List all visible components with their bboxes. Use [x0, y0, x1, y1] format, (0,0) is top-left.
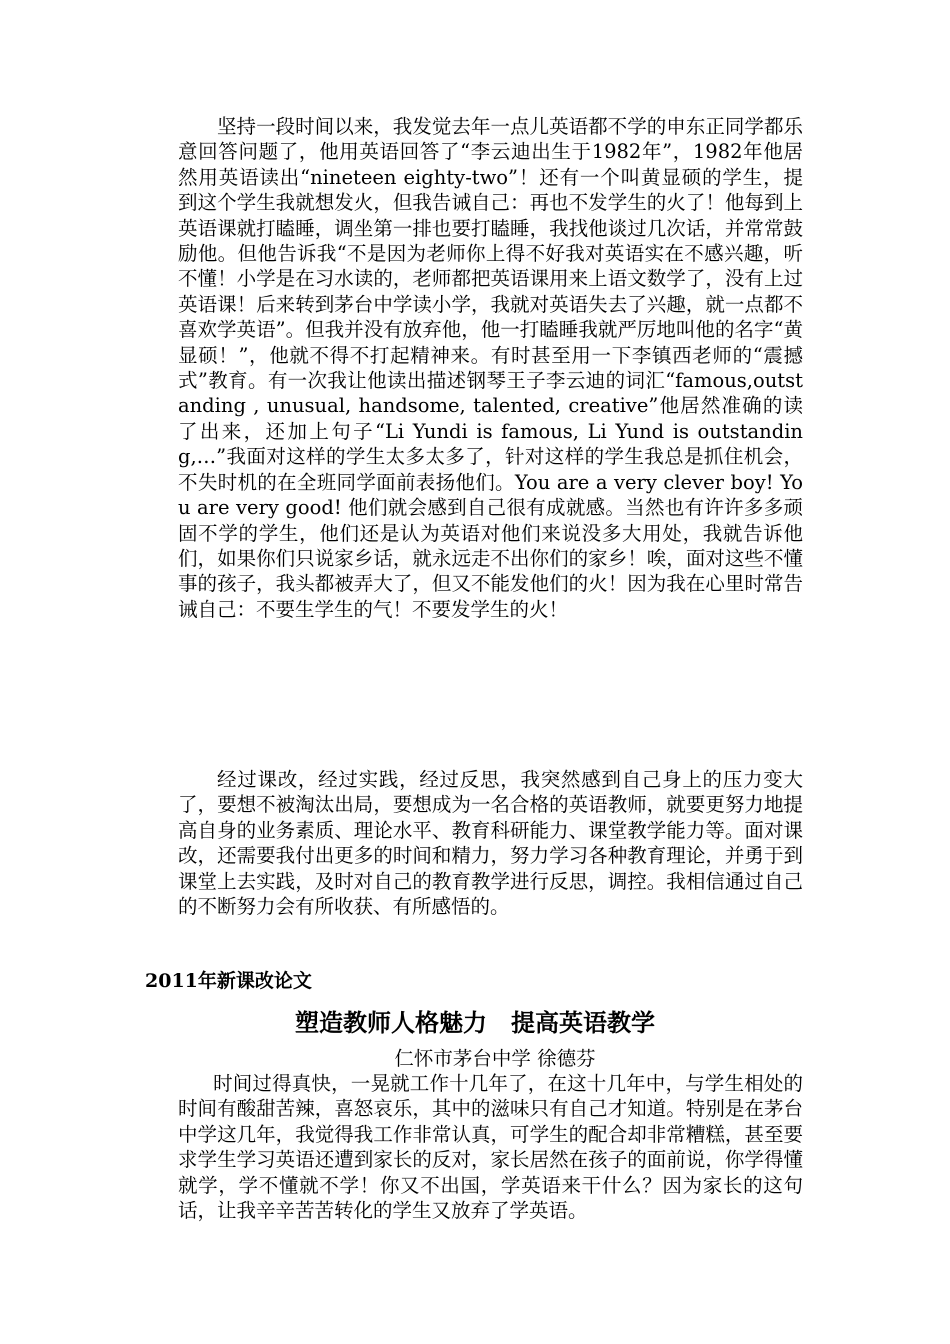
body-paragraph-2: 经过课改，经过实践，经过反思，我突然感到自己身上的压力变大了，要想不被淘汰出局，要想成为一名合格的英语教师，就要更努力地提高自身的业务素质、理论水平、教育科研能力、课堂教学能力等。面对课改，还需要我付出更多的时间和精力，努力学习各种教育理论，并勇于到课堂上去实践，及时对自己的教育教学进行反思，调控。我相信通过自己的不断努力会有所收获、有所感悟的。: [178, 768, 803, 919]
article-author: 仁怀市茅台中学 徐德芬: [394, 1047, 596, 1070]
article-title: 塑造教师人格魅力 提高英语教学: [295, 1008, 655, 1037]
article-category: 2011年新课改论文: [145, 970, 312, 992]
article-paragraph-1: 时间过得真快，一晃就工作十几年了，在这十几年中，与学生相处的时间有酸甜苦辣，喜怒哀乐，其中的滋味只有自己才知道。特别是在茅台中学这几年，我觉得我工作非常认真，可学生的配合却非常糟糕，甚至要求学生学习英语还遭到家长的反对，家长居然在孩子的面前说，你学得懂就学，学不懂就不学！你又不出国，学英语来干什么？因为家长的这句话，让我辛辛苦苦转化的学生又放弃了学英语。: [178, 1072, 803, 1223]
body-paragraph-1: 坚持一段时间以来，我发觉去年一点儿英语都不学的申东正同学都乐意回答问题了，他用英语回答了“李云迪出生于1982年”，1982年他居然用英语读出“nineteen eighty-two”！还有一个叫黄显硕的学生，提到这个学生我就想发火，但我告诫自己：再也不发学生的火了！他每到上英语课就打瞌睡，调坐第一排也要打瞌睡，我找他谈过几次话，并常常鼓励他。但他告诉我“不是因为老师你上得不好我对英语实在不感兴趣，听不懂！小学是在习水读的，老师都把英语课用来上语文数学了，没有上过英语课！后来转到茅台中学读小学，我就对英语失去了兴趣，就一点都不喜欢学英语”。但我并没有放弃他，他一打瞌睡我就严厉地叫他的名字“黄显硕！”，他就不得不打起精神来。有时甚至用一下李镇西老师的“震撼式”教育。有一次我让他读出描述钢琴王子李云迪的词汇“famous,outstanding , unusual, handsome, talented, creative”他居然准确的读了出来，还加上句子“Li Yundi is famous, Li Yund is outstanding,…”我面对这样的学生太多太多了，针对这样的学生我总是抓住机会，不失时机的在全班同学面前表扬他们。You are a very clever boy! You are very good! 他们就会感到自己很有成就感。当然也有许许多多顽固不学的学生，他们还是认为英语对他们来说没多大用处，我就告诉他们，如果你们只说家乡话，就永远走不出你们的家乡！唉，面对这些不懂事的孩子，我头都被弄大了，但又不能发他们的火！因为我在心里时常告诫自己：不要生学生的气！不要发学生的火！: [178, 115, 803, 621]
